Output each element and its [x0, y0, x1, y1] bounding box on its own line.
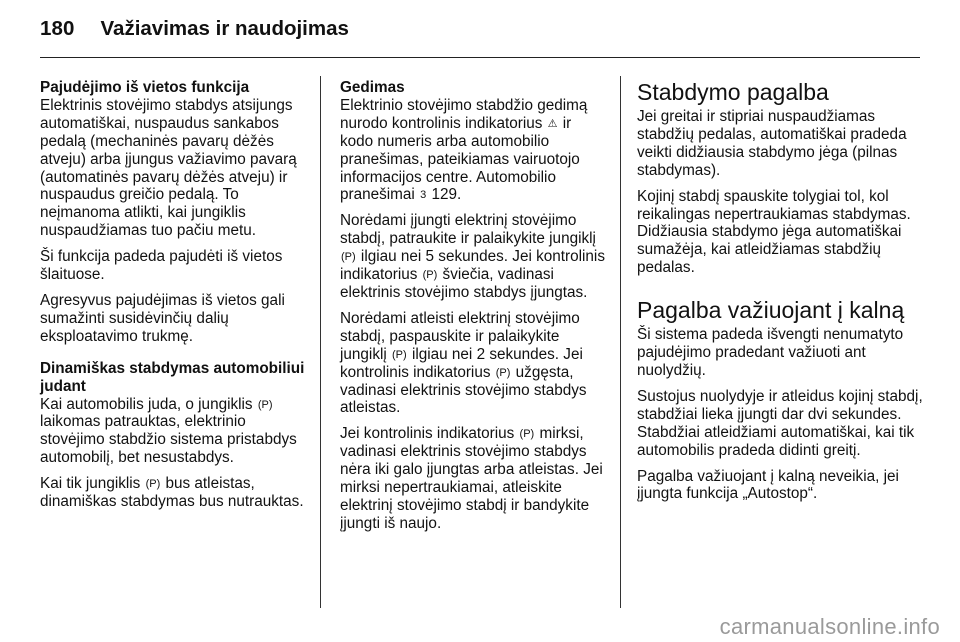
heading-hill-start-assist: Pagalba važiuojant į kalną: [637, 297, 905, 324]
paragraph: [340, 97, 608, 204]
text: ir kodo numeris arba automobilio pranešimas, pateikiamas vairuotojo informacijos centre. Automobilio pranešimai: [340, 114, 580, 204]
text: Norėdami įjungti elektrinį stovėjimo stabdį, patraukite ir palaikykite jungiklį: [340, 212, 596, 248]
paragraph: Kojinį stabdį spauskite tolygiai tol, kol reikalingas nepertraukiamas stabdymas. Didžiausia stabdymo jėga automatiškai sumažėja, kai atleidžiamas stabdžių pedalas.: [637, 187, 911, 277]
service-warning-icon: ⚠: [547, 117, 558, 130]
section-dynamic-braking: [40, 360, 308, 511]
column-right: [637, 79, 927, 511]
paragraph: Sustojus nuolydyje ir atleidus kojinį stabdį, stabdžiai lieka įjungti dar dvi sekundes. Stabdžiai atleidžiami automatiškai, kai tik automobilis pradeda didinti greitį.: [637, 387, 923, 459]
parking-brake-icon: (P): [392, 348, 407, 361]
text: ilgiau nei 5 sekundes. Jei kontrolinis indikatorius: [340, 248, 605, 284]
text: Jei kontrolinis indikatorius: [340, 425, 515, 443]
column-left: [40, 79, 308, 525]
paragraph: [40, 396, 308, 468]
text: užgęsta, vadinasi elektrinis stovėjimo stabdys atleistas.: [340, 363, 587, 417]
paragraph: Ši sistema padeda išvengti nenumatyto pajudėjimo pradedant važiuoti ant nuolydžių.: [637, 326, 904, 379]
column-middle: [340, 79, 608, 541]
heading-dynamic-braking: Dinamiškas stabdymas automobiliui judant: [40, 359, 305, 395]
watermark: carmanualsonline.info: [719, 614, 940, 639]
column-divider-right: [620, 76, 621, 608]
text: Elektrinio stovėjimo stabdžio gedimą nurodo kontrolinis indikatorius: [340, 96, 588, 132]
paragraph: [40, 475, 308, 511]
paragraph: Ši funkcija padeda pajudėti iš vietos šlaituose.: [40, 248, 283, 284]
page-reference-icon: 3: [420, 189, 427, 202]
paragraph: Pagalba važiuojant į kalną neveikia, jei įjungta funkcija „Autostop“.: [637, 467, 899, 503]
text: šviečia, vadinasi elektrinis stovėjimo stabdys įjungtas.: [340, 266, 588, 301]
heading-brake-assist: Stabdymo pagalba: [637, 79, 829, 105]
text: ilgiau nei 2 sekundes. Jei kontrolinis indikatorius: [340, 345, 583, 381]
page-number: 180: [40, 17, 75, 40]
text: Norėdami atleisti elektrinį stovėjimo stabdį, paspauskite ir palaikykite jungiklį: [340, 309, 580, 363]
text: laikomas patrauktas, elektrinio stovėjimo stabdžio sistema pristabdys automobilį, bet nesustabdys.: [40, 413, 297, 467]
text: mirksi, vadinasi elektrinis stovėjimo stabdys nėra iki galo įjungtas arba atleistas. Jei mirksi nepertraukiamai, atleiskite elektrinį stovėjimo stabdį ir bandykite įjungti iš naujo.: [340, 425, 603, 532]
paragraph: Elektrinis stovėjimo stabdys atsijungs automatiškai, nuspaudus sankabos pedalą (mechaninės pavarų dėžės atveju) arba įjungus važiavimo pavarą (automatinės pavarų dėžės atveju) ir nuspaudus greičio pedalą. To neįmanoma atlikti, kai jungiklis nuspaudžiamas tuo pačiu metu.: [40, 96, 297, 240]
heading-start-function: Pajudėjimo iš vietos funkcija: [40, 79, 250, 96]
text: Kai tik jungiklis: [40, 475, 141, 493]
parking-brake-icon: (P): [495, 366, 511, 379]
text: bus atleistas, dinamiškas stabdymas bus nutrauktas.: [40, 475, 304, 511]
parking-brake-icon: (P): [519, 428, 535, 441]
header-rule: [40, 57, 920, 58]
column-divider-left: [320, 76, 321, 608]
paragraph: Jei greitai ir stipriai nuspaudžiamas stabdžių pedalas, automatiškai pradeda veikti didžiausia stabdymo jėga (pilnas stabdymas).: [637, 108, 907, 179]
section-title: Važiavimas ir naudojimas: [100, 17, 349, 40]
heading-faults: Gedimas: [340, 79, 405, 96]
text: Kai automobilis juda, o jungiklis: [40, 395, 253, 413]
paragraph: [340, 212, 608, 302]
paragraph: [340, 425, 608, 532]
parking-brake-icon: (P): [145, 478, 161, 491]
parking-brake-icon: (P): [257, 398, 273, 411]
paragraph: [340, 310, 608, 417]
parking-brake-icon: (P): [422, 269, 438, 282]
section-start-function: [40, 79, 308, 346]
text: 129.: [431, 186, 462, 204]
parking-brake-icon: (P): [341, 251, 356, 264]
paragraph: Agresyvus pajudėjimas iš vietos gali sumažinti susidėvinčių dalių eksploatavimo trukmę.: [40, 291, 285, 345]
page-header: [40, 17, 349, 47]
